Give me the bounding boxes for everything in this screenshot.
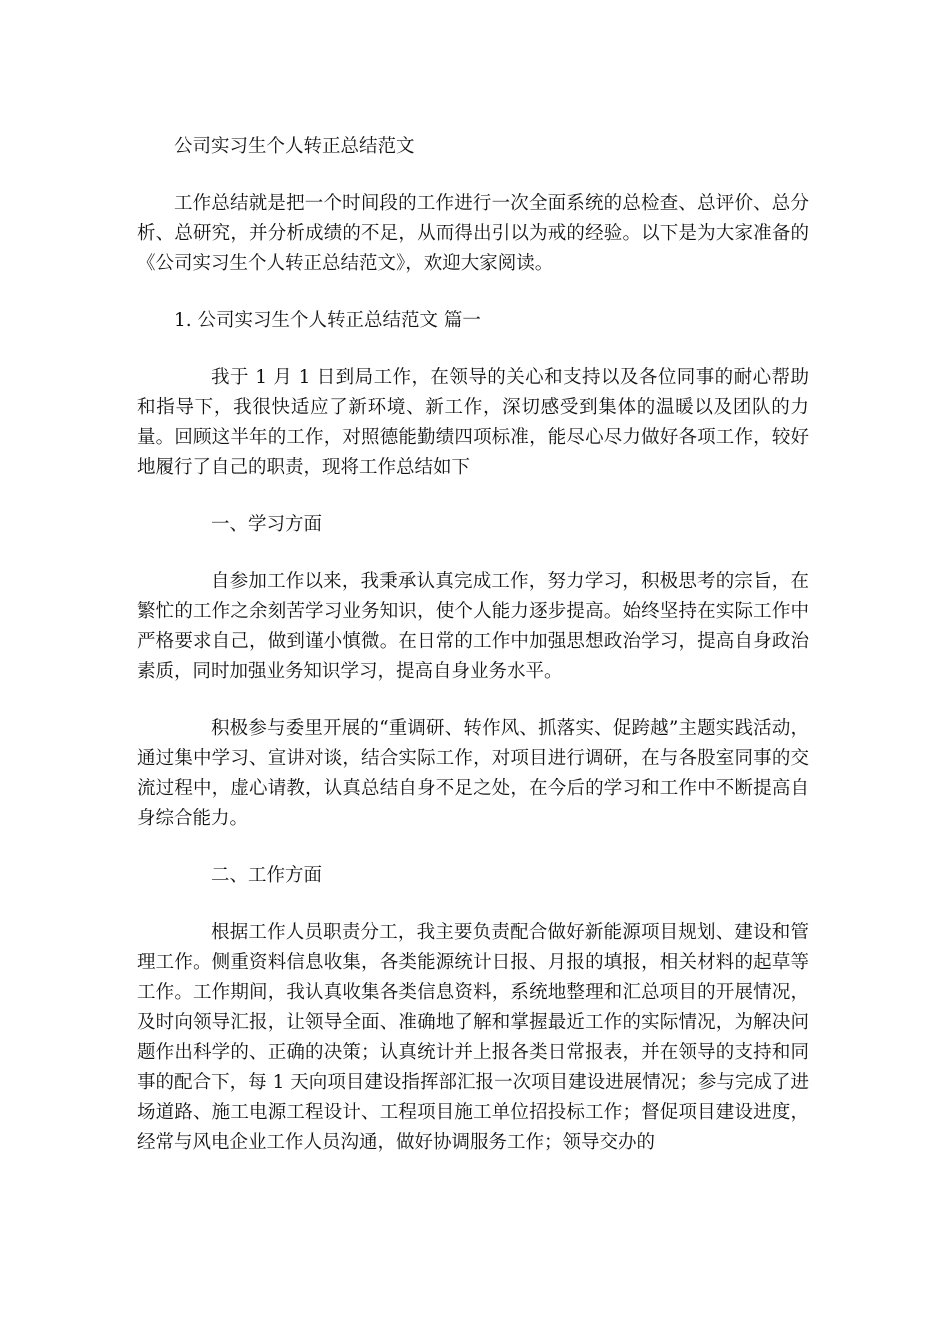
study-paragraph-2: 积极参与委里开展的“重调研、转作风、抓落实、促跨越”主题实践活动，通过集中学习、宣讲对谈，结合实际工作，对项目进行调研，在与各股室同事的交流过程中，虚心请教，认真总结自身不足之处，在今后的学习和工作中不断提高自身综合能力。 [137, 718, 809, 829]
study-paragraph-1: 自参加工作以来，我秉承认真完成工作，努力学习，积极思考的宗旨，在繁忙的工作之余刻苦学习业务知识，使个人能力逐步提高。始终坚持在实际工作中严格要求自己，做到谨小慎微。在日常的工作中加强思想政治学习，提高自身政治素质，同时加强业务知识学习，提高自身业务水平。 [137, 571, 809, 682]
document-body [137, 132, 809, 1158]
opening-paragraph: 我于 1 月 1 日到局工作，在领导的关心和支持以及各位同事的耐心帮助和指导下，我很快适应了新环境、新工作，深切感受到集体的温暖以及团队的力量。回顾这半年的工作，对照德能勤绩四项标准，能尽心尽力做好各项工作，较好地履行了自己的职责，现将工作总结如下 [137, 367, 809, 478]
work-paragraph-1: 根据工作人员职责分工，我主要负责配合做好新能源项目规划、建设和管理工作。侧重资料信息收集，各类能源统计日报、月报的填报，相关材料的起草等工作。工作期间，我认真收集各类信息资料，系统地整理和汇总项目的开展情况，及时向领导汇报，让领导全面、准确地了解和掌握最近工作的实际情况，为解决问题作出科学的、正确的决策；认真统计并上报各类日常报表，并在领导的支持和同事的配合下，每 1 天向项目建设指挥部汇报一次项目建设进展情况；参与完成了进场道路、施工电源工程设计、工程项目施工单位招投标工作；督促项目建设进度，经常与风电企业工作人员沟通，做好协调服务工作；领导交办的 [137, 922, 809, 1153]
document-title: 公司实习生个人转正总结范文 [174, 136, 415, 157]
heading-study: 一、学习方面 [211, 514, 323, 535]
intro-paragraph: 工作总结就是把一个时间段的工作进行一次全面系统的总检查、总评价、总分析、总研究，并分析成绩的不足，从而得出引以为戒的经验。以下是为大家准备的《公司实习生个人转正总结范文》，欢迎大家阅读。 [137, 193, 809, 274]
heading-work: 二、工作方面 [211, 865, 323, 886]
section-heading: 1. 公司实习生个人转正总结范文 篇一 [174, 310, 481, 331]
